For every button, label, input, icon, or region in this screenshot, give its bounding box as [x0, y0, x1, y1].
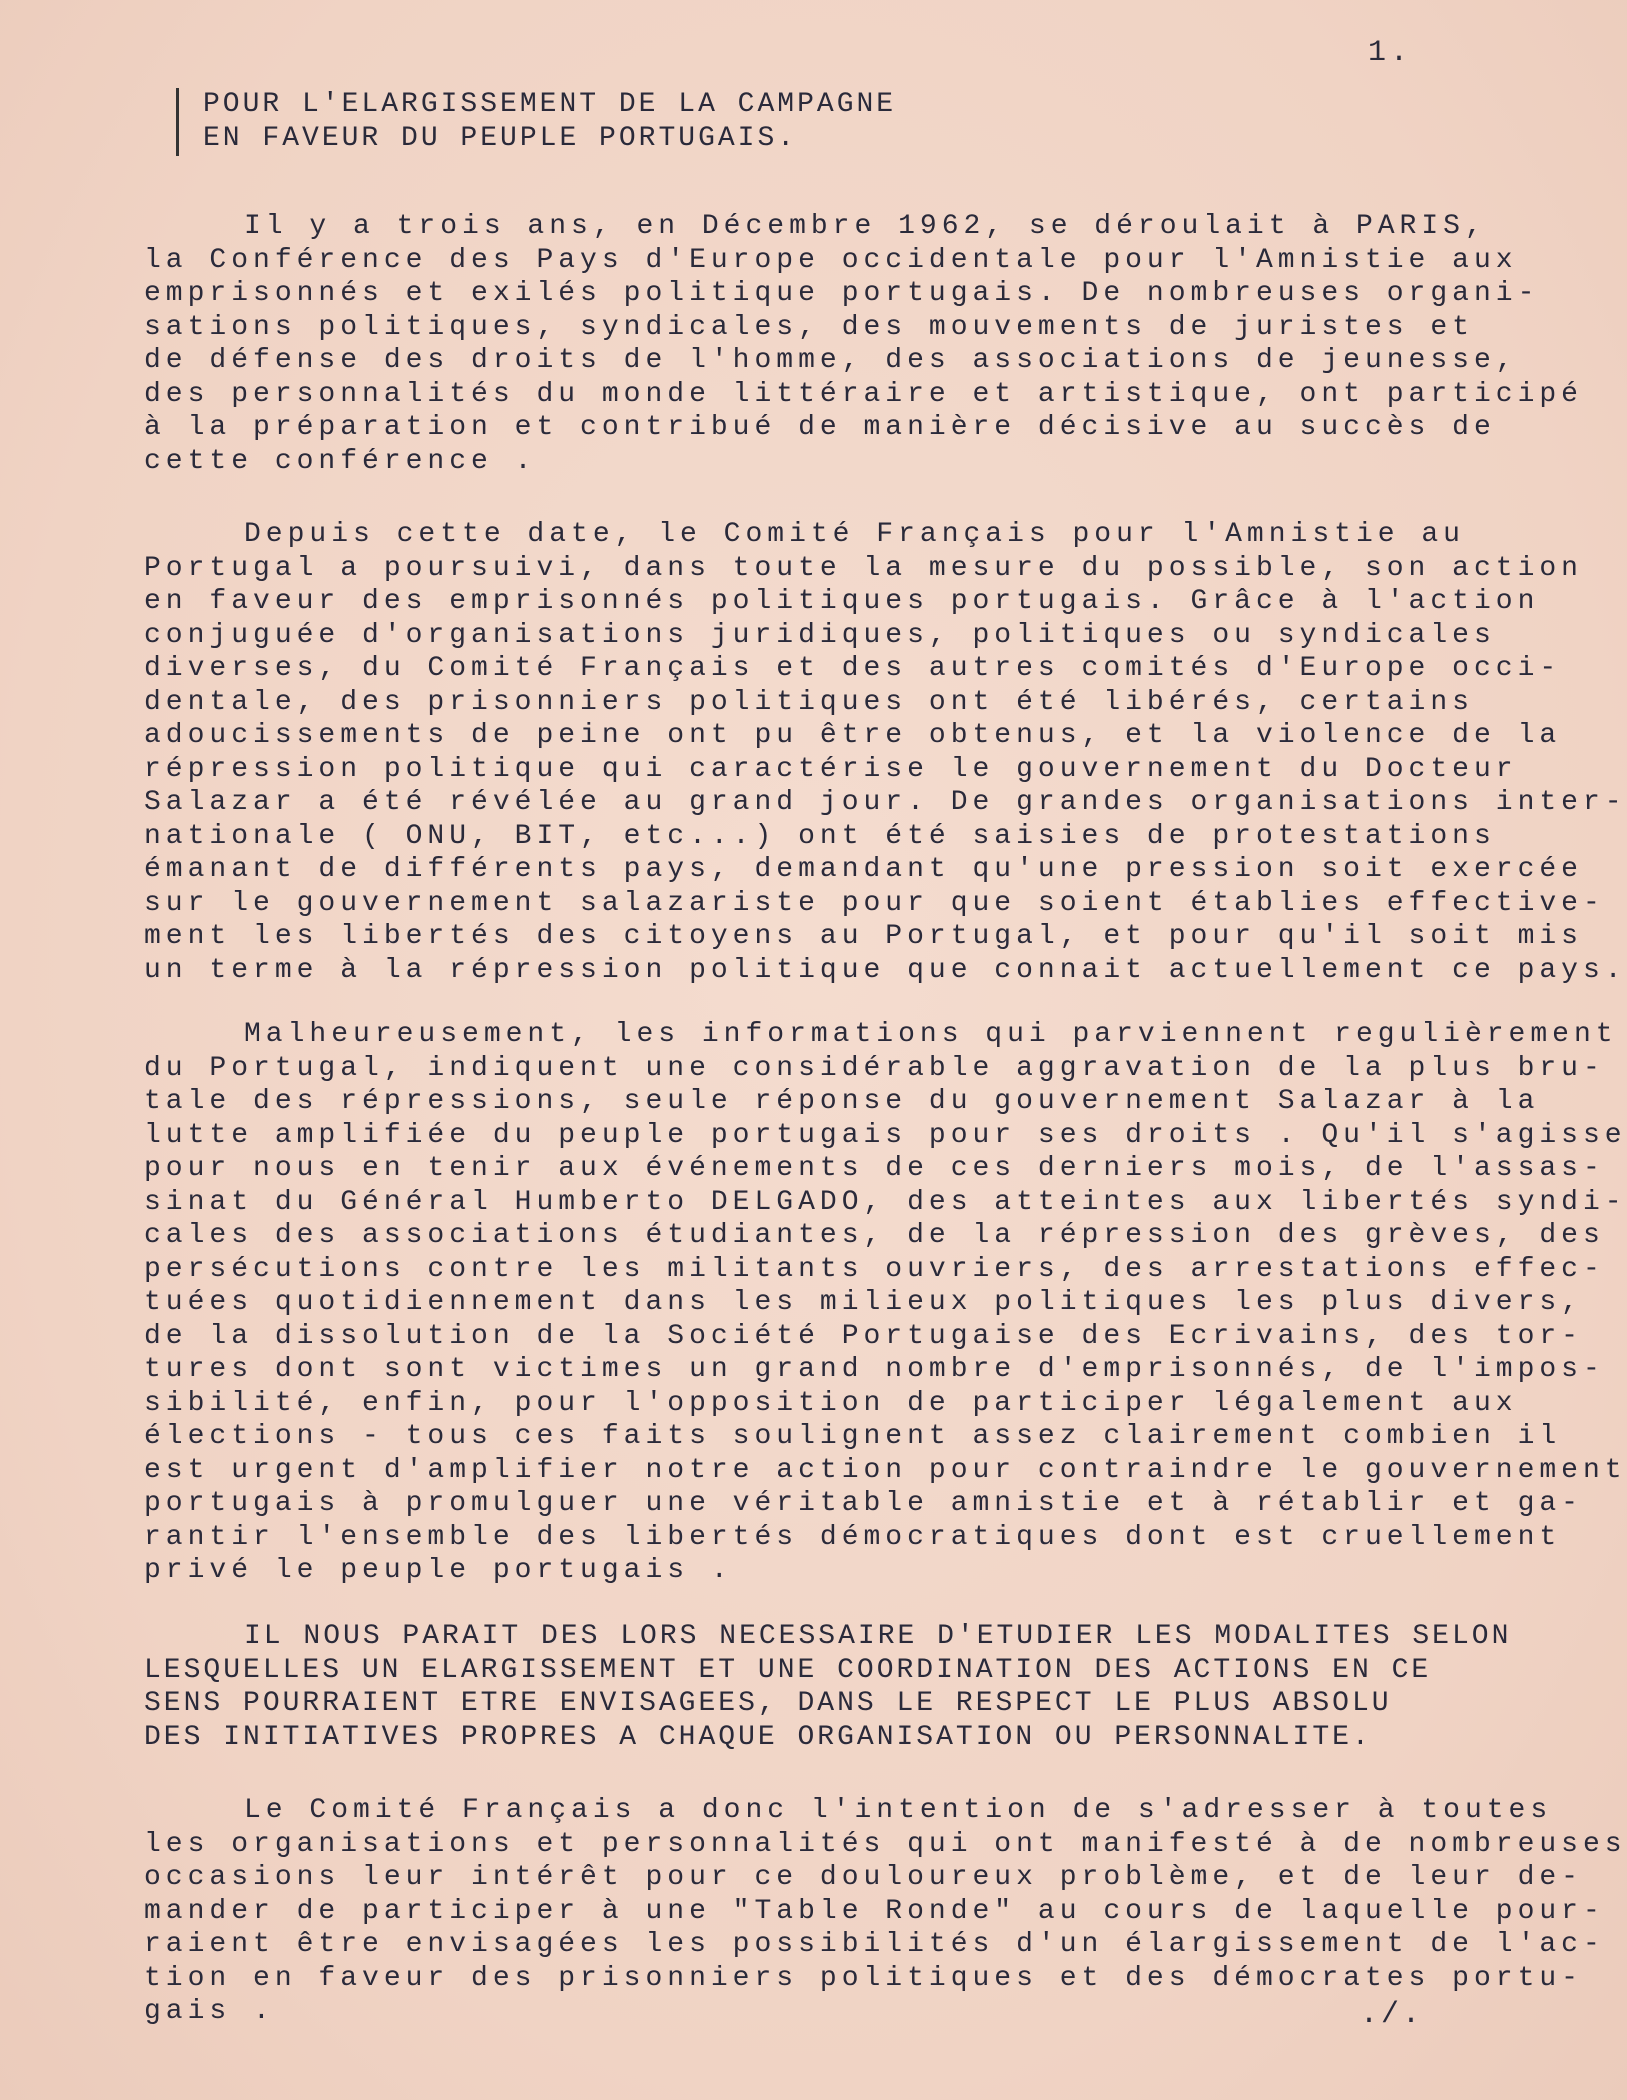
text-line: SENS POURRAIENT ETRE ENVISAGEES, DANS LE RESPECT LE PLUS ABSOLU: [144, 1688, 1392, 1719]
text-line: de défense des droits de l'homme, des associations de jeunesse,: [144, 345, 1518, 376]
text-line: de la dissolution de la Société Portugaise des Ecrivains, des tor-: [144, 1320, 1583, 1352]
text-line: Salazar a été révélée au grand jour. De grandes organisations inter-: [144, 787, 1627, 818]
text-line: DES INITIATIVES PROPRES A CHAQUE ORGANISATION OU PERSONNALITE.: [144, 1721, 1372, 1753]
continuation-mark: ./.: [1360, 1998, 1424, 2032]
text-line: cette conférence .: [144, 445, 537, 477]
text-line: émanant de différents pays, demandant qu'une pression soit exercée: [144, 854, 1583, 885]
text-line: cales des associations étudiantes, de la répression des grèves, des: [144, 1220, 1605, 1251]
text-line: emprisonnés et exilés politique portugais. De nombreuses organi-: [144, 278, 1540, 309]
text-line: rantir l'ensemble des libertés démocratiques dont est cruellement: [144, 1521, 1562, 1553]
text-line: raient être envisagées les possibilités d'un élargissement de l'ac-: [144, 1929, 1605, 1960]
text-line: sibilité, enfin, pour l'opposition de participer légalement aux: [144, 1387, 1518, 1419]
text-line: IL NOUS PARAIT DES LORS NECESSAIRE D'ETUDIER LES MODALITES SELON: [244, 1621, 1512, 1652]
text-line: à la préparation et contribué de manière décisive au succès de: [144, 412, 1496, 443]
text-line: LESQUELLES UN ELARGISSEMENT ET UNE COORDINATION DES ACTIONS EN CE: [144, 1654, 1432, 1686]
text-line: des personnalités du monde littéraire et artistique, ont participé: [144, 378, 1583, 410]
text-line: tuées quotidiennement dans les milieux politiques les plus divers,: [144, 1287, 1583, 1318]
text-line: gais .: [144, 1996, 275, 2027]
page-number: 1.: [1368, 36, 1413, 70]
text-line: adoucissements de peine ont pu être obtenus, et la violence de la: [144, 720, 1562, 751]
text-line: nationale ( ONU, BIT, etc...) ont été saisies de protestations: [144, 820, 1496, 852]
text-line: conjuguée d'organisations juridiques, politiques ou syndicales: [144, 619, 1496, 651]
text-line: pour nous en tenir aux événements de ces derniers mois, de l'assas-: [144, 1153, 1605, 1184]
document-title: [176, 88, 896, 156]
title-line: EN FAVEUR DU PEUPLE PORTUGAIS.: [203, 123, 798, 154]
paragraph-3: [144, 1018, 1627, 1588]
text-line: occasions leur intérêt pour ce douloureux problème, et de leur de-: [144, 1862, 1583, 1893]
text-line: tale des répressions, seule réponse du gouvernement Salazar à la: [144, 1086, 1540, 1117]
text-line: la Conférence des Pays d'Europe occidentale pour l'Amnistie aux: [144, 244, 1518, 276]
text-line: ment les libertés des citoyens au Portugal, et pour qu'il soit mis: [144, 921, 1583, 952]
text-line: Portugal a poursuivi, dans toute la mesure du possible, son action: [144, 552, 1583, 584]
text-line: lutte amplifiée du peuple portugais pour ses droits . Qu'il s'agisse: [144, 1119, 1627, 1151]
text-line: tures dont sont victimes un grand nombre d'emprisonnés, de l'impos-: [144, 1354, 1605, 1385]
title-line: POUR L'ELARGISSEMENT DE LA CAMPAGNE: [203, 89, 897, 120]
text-line: élections - tous ces faits soulignent assez clairement combien il: [144, 1421, 1562, 1452]
text-line: Malheureusement, les informations qui parviennent regulièrement: [244, 1019, 1618, 1050]
text-line: persécutions contre les militants ouvriers, des arrestations effec-: [144, 1253, 1605, 1285]
text-line: tion en faveur des prisonniers politiques et des démocrates portu-: [144, 1962, 1583, 1994]
text-line: privé le peuple portugais .: [144, 1555, 733, 1586]
paragraph-4: [144, 1620, 1544, 1754]
text-line: répression politique qui caractérise le gouvernement du Docteur: [144, 753, 1518, 785]
text-line: dentale, des prisonniers politiques ont été libérés, certains: [144, 686, 1474, 718]
paragraph-2: [144, 518, 1627, 987]
text-line: un terme à la répression politique que connait actuellement ce pays.: [144, 954, 1627, 986]
paragraph-5: [144, 1794, 1627, 2029]
text-line: Il y a trois ans, en Décembre 1962, se déroulait à PARIS,: [244, 211, 1487, 242]
text-line: portugais à promulguer une véritable amnistie et à rétablir et ga-: [144, 1488, 1583, 1519]
text-line: mander de participer à une "Table Ronde" au cours de laquelle pour-: [144, 1895, 1605, 1927]
text-line: est urgent d'amplifier notre action pour contraindre le gouvernement: [144, 1454, 1627, 1486]
text-line: Le Comité Français a donc l'intention de s'adresser à toutes: [244, 1795, 1553, 1826]
text-line: du Portugal, indiquent une considérable aggravation de la plus bru-: [144, 1052, 1605, 1084]
text-line: diverses, du Comité Français et des autres comités d'Europe occi-: [144, 653, 1562, 684]
text-line: Depuis cette date, le Comité Français pour l'Amnistie au: [244, 519, 1465, 550]
text-line: sinat du Général Humberto DELGADO, des atteintes aux libertés syndi-: [144, 1186, 1627, 1218]
text-line: en faveur des emprisonnés politiques portugais. Grâce à l'action: [144, 586, 1540, 617]
text-line: les organisations et personnalités qui ont manifesté à de nombreuses: [144, 1828, 1627, 1860]
text-line: sur le gouvernement salazariste pour que soient établies effective-: [144, 887, 1605, 919]
paragraph-1: [144, 210, 1583, 478]
text-line: sations politiques, syndicales, des mouvements de juristes et: [144, 311, 1474, 343]
